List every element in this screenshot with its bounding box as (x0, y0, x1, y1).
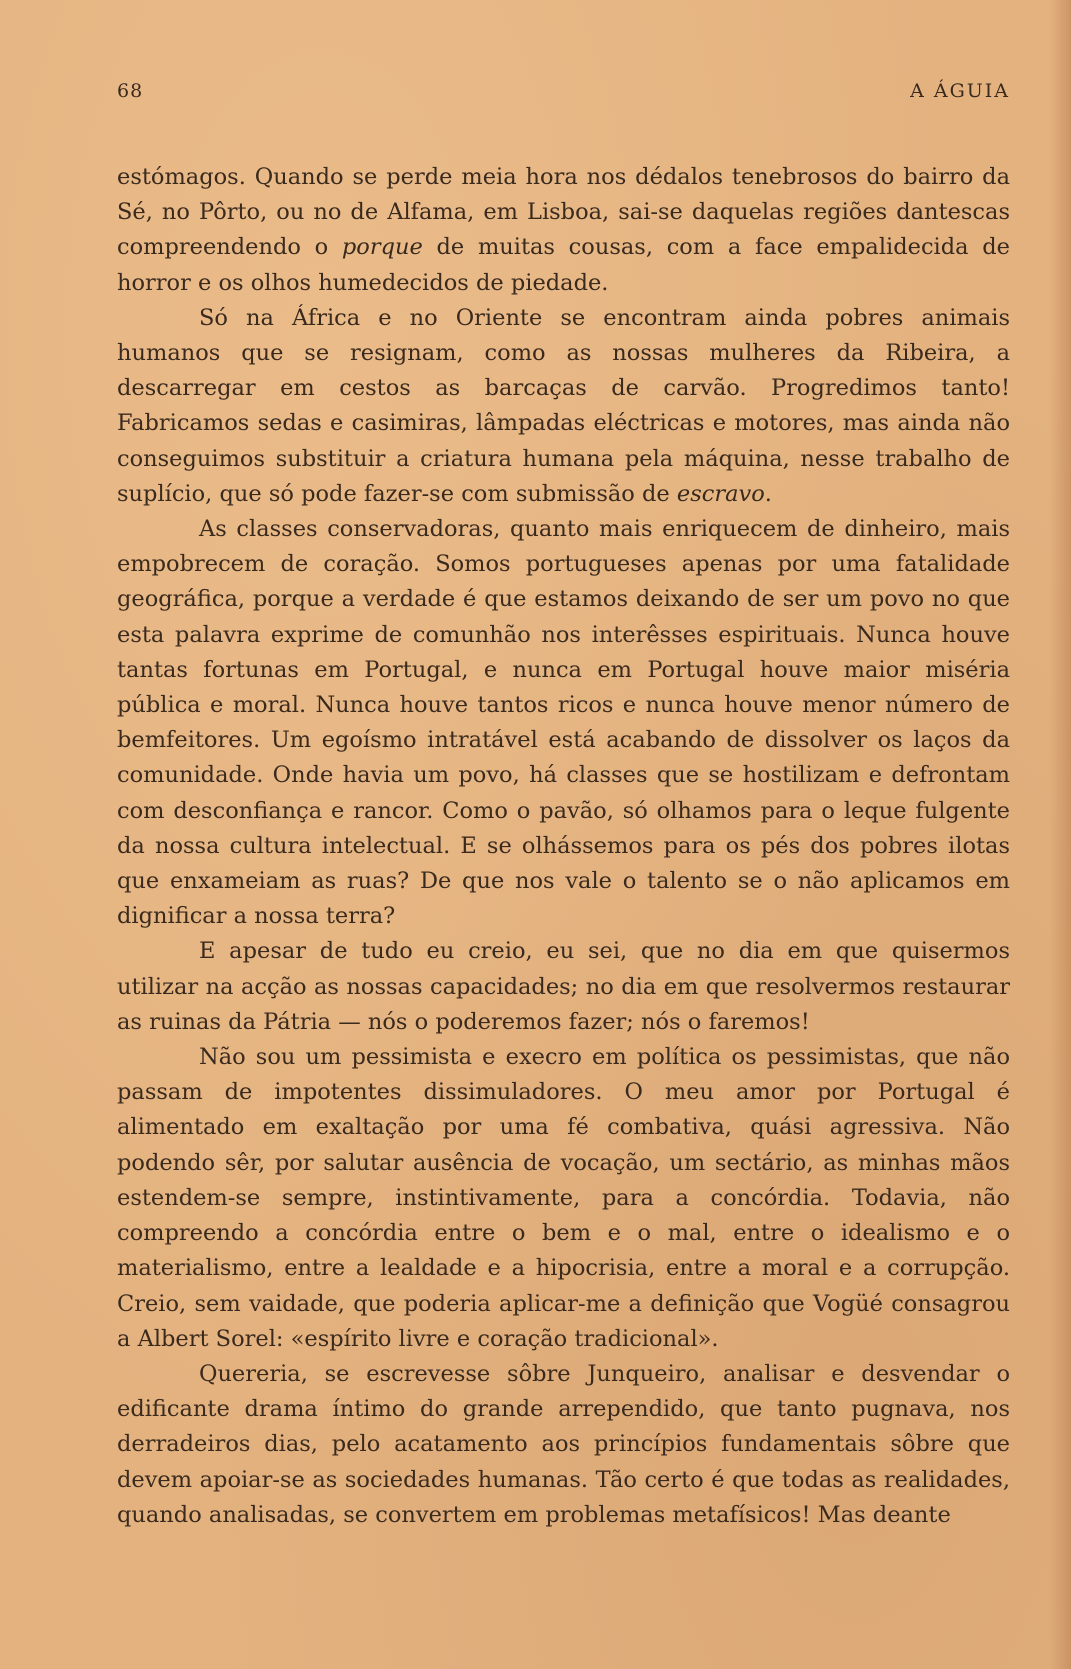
italic-word: porque (341, 234, 423, 261)
page-number: 68 (117, 80, 144, 102)
paragraph-4 (117, 934, 1010, 1040)
body-text (117, 160, 1010, 1533)
text-run: Só na África e no Oriente se encontram ainda pobres animais humanos que se resignam, como as nossas mulheres da Ribeira, a descarregar em cestos as barcaças de carvão. Progredimos tanto! Fabricamos sedas e casimiras, lâmpadas eléctricas e motores, mas ainda não conseguimos substituir a criatura humana pela máquina, nesse trabalho de suplício, que só pode fazer-se com submissão de (117, 304, 1010, 507)
text-run: de muitas cousas, com a face empalidecida de horror e os olhos humedecidos de piedade. (117, 234, 1010, 296)
running-header (117, 80, 1010, 110)
page-edge-shadow (1049, 0, 1071, 1669)
text-run: Não sou um pessimista e execro em política os pessimistas, que não passam de impotentes dissimuladores. O meu amor por Portugal é alimentado em exaltação por uma fé combativa, quási agressiva. Não podendo sêr, por salutar ausência de vocação, um sectário, as minhas mãos estendem-se sempre, instintivamente, para a concórdia. Todavia, não compreendo a concórdia entre o bem e o mal, entre o idealismo e o materialismo, entre a lealdade e a hipocrisia, entre a moral e a corrupção. Creio, sem vaidade, que poderia aplicar-me a definição que Vogüé consagrou a Albert Sorel: «espírito livre e coração tradicional». (117, 1044, 1010, 1352)
paragraph-5 (117, 1040, 1010, 1357)
paragraph-3 (117, 512, 1010, 934)
journal-title: A ÁGUIA (910, 80, 1010, 102)
text-run: estómagos. Quando se perde meia hora nos dédalos tenebrosos do bairro da Sé, no Pôrto, ou no de Alfama, em Lisboa, sai-se daquelas regiões dantescas compreendendo o (117, 164, 1010, 261)
text-run: As classes conservadoras, quanto mais enriquecem de dinheiro, mais empobrecem de coração. Somos portugueses apenas por uma fatalidade geográfica, porque a verdade é que estamos deixando de ser um povo no que esta palavra exprime de comunhão nos interêsses espirituais. Nunca houve tantas fortunas em Portugal, e nunca em Portugal houve maior miséria pública e moral. Nunca houve tantos ricos e nunca houve menor número de bemfeitores. Um egoísmo intratável está acabando de dissolver os laços da comunidade. Onde havia um povo, há classes que se hostilizam e defrontam com desconfiança e rancor. Como o pavão, só olhamos para o leque fulgente da nossa cultura intelectual. E se olhássemos para os pés dos pobres ilotas que enxameiam as ruas? De que nos vale o talento se o não aplicamos em dignificar a nossa terra? (117, 516, 1010, 930)
paragraph-1 (117, 160, 1010, 301)
italic-word: escravo (676, 480, 765, 507)
text-run: E apesar de tudo eu creio, eu sei, que no dia em que quisermos utilizar na acção as nossas capacidades; no dia em que resolvermos restaurar as ruinas da Pátria — nós o poderemos fazer; nós o faremos! (117, 938, 1010, 1035)
paragraph-6 (117, 1357, 1010, 1533)
text-run: Quereria, se escrevesse sôbre Junqueiro, analisar e desvendar o edificante drama íntimo do grande arrependido, que tanto pugnava, nos derradeiros dias, pelo acatamento aos princípios fundamentais sôbre que devem apoiar-se as sociedades humanas. Tão certo é que todas as realidades, quando analisadas, se convertem em problemas metafísicos! Mas deante (117, 1360, 1010, 1528)
paragraph-2 (117, 301, 1010, 512)
text-run: . (764, 480, 772, 507)
